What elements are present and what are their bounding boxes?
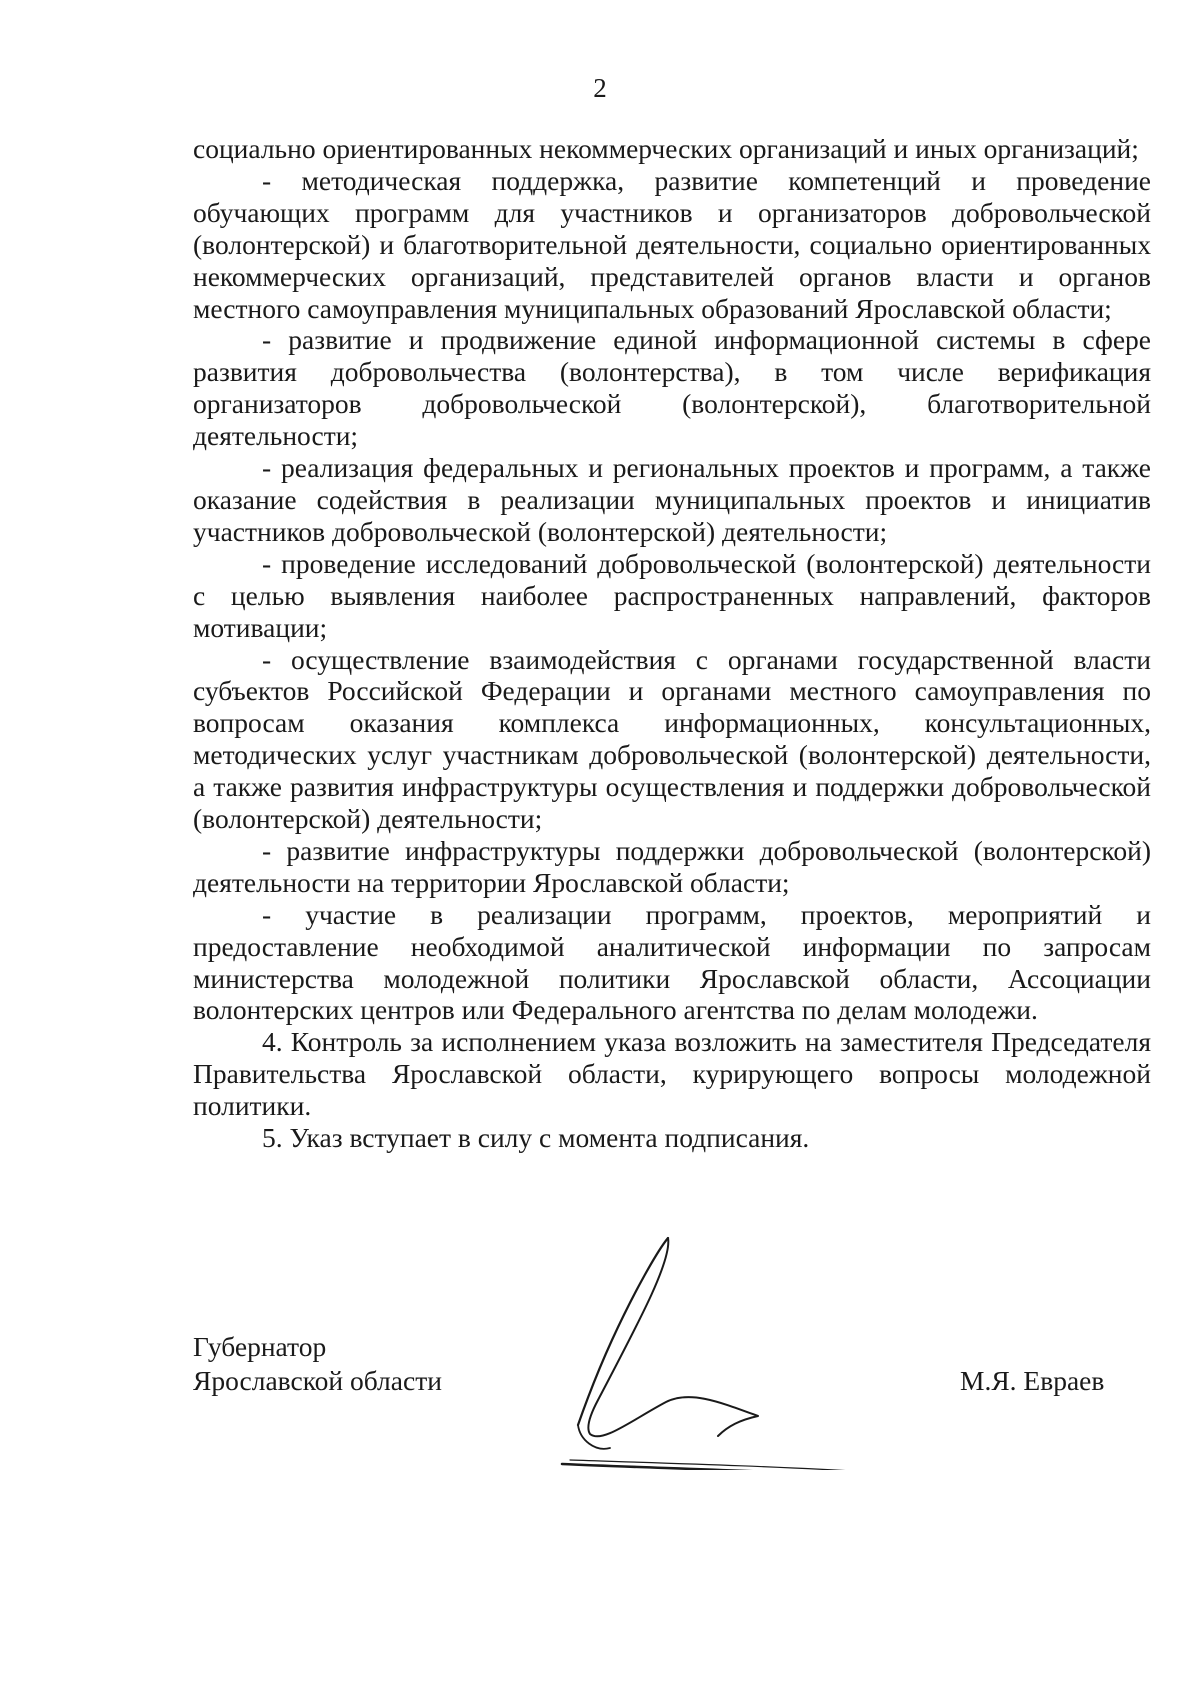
paragraph-participation: - участие в реализации программ, проектов, мероприятий и предоставление необходимой аналитической информации по запросам министерства молодежной политики Ярославской области, Ассоциации волонтерских центров или Федерального агентства по делам молодежи. [193, 898, 1151, 1026]
document-body [193, 133, 1151, 1154]
signatory-title-line1: Губернатор [193, 1331, 327, 1362]
paragraph-methodical-support: - методическая поддержка, развитие компетенций и проведение обучающих программ для участников и организаторов добровольческой (волонтерской) и благотворительной деятельности, социально ориентированных некоммерческих организаций, представителей органов власти и органов местного самоуправления муниципальных образований Ярославской области; [193, 164, 1151, 324]
paragraph-interaction: - осуществление взаимодействия с органами государственной власти субъектов Российской Федерации и органами местного самоуправления по вопросам оказания комплекса информационных, консультационных, методических услуг участникам добровольческой (волонтерской) деятельности, а также развития инфраструктуры осуществления и поддержки добровольческой (волонтерской) деятельности; [193, 643, 1151, 835]
paragraph-effective-date: 5. Указ вступает в силу с момента подписания. [262, 1122, 810, 1154]
paragraph-infrastructure: - развитие инфраструктуры поддержки добровольческой (волонтерской) деятельности на территории Ярославской области; [193, 834, 1151, 898]
handwritten-signature [540, 1230, 940, 1470]
paragraph-continuation: социально ориентированных некоммерческих организаций и иных организаций; [193, 133, 1139, 164]
page-number: 2 [593, 73, 607, 103]
paragraph-control: 4. Контроль за исполнением указа возложить на заместителя Председателя Правительства Ярославской области, курирующего вопросы молодежной политики. [193, 1026, 1151, 1122]
paragraph-information-system: - развитие и продвижение единой информационной системы в сфере развития добровольчества (волонтерства), в том числе верификация организаторов добровольческой (волонтерской), благотворительной деятельности; [193, 324, 1151, 452]
signatory-title-line2: Ярославской области [193, 1365, 442, 1396]
paragraph-projects: - реализация федеральных и региональных проектов и программ, а также оказание содействия в реализации муниципальных проектов и инициатив участников добровольческой (волонтерской) деятельности; [193, 452, 1151, 547]
signatory-name: М.Я. Евраев [960, 1365, 1105, 1396]
paragraph-research: - проведение исследований добровольческой (волонтерской) деятельности с целью выявления наиболее распространенных направлений, факторов мотивации; [193, 547, 1151, 643]
signatory-title [193, 1330, 442, 1398]
